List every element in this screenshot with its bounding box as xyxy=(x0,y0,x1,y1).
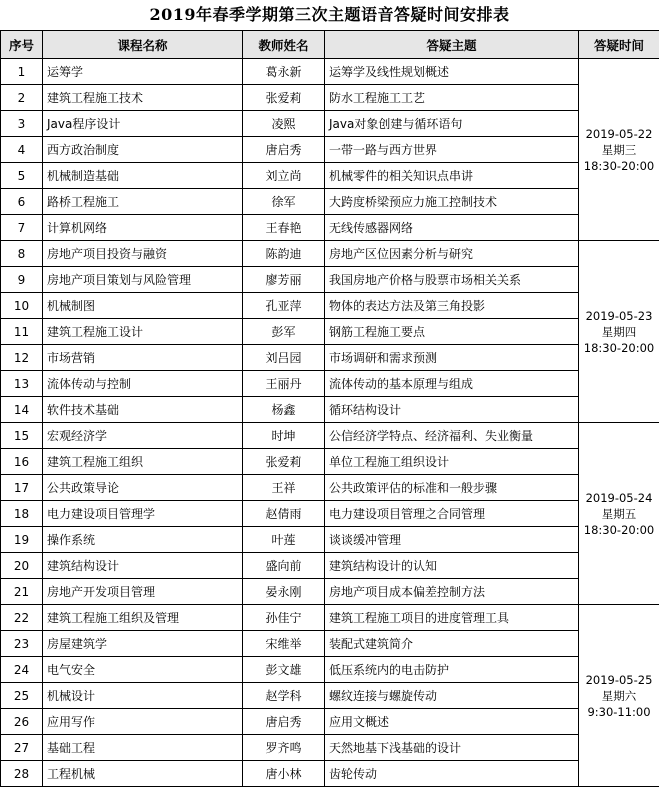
row-number: 9 xyxy=(1,267,43,293)
qa-topic: 物体的表达方法及第三角投影 xyxy=(325,293,579,319)
row-number: 4 xyxy=(1,137,43,163)
course-name: 工程机械 xyxy=(43,761,243,787)
teacher-name: 盛向前 xyxy=(243,553,325,579)
table-row xyxy=(1,475,659,501)
table-row xyxy=(1,397,659,423)
qa-time: 18:30-20:00 xyxy=(583,522,655,537)
qa-topic: 无线传感器网络 xyxy=(325,215,579,241)
table-row xyxy=(1,449,659,475)
qa-topic: 建筑工程施工项目的进度管理工具 xyxy=(325,605,579,631)
row-number: 25 xyxy=(1,683,43,709)
row-number: 20 xyxy=(1,553,43,579)
qa-topic: 天然地基下浅基础的设计 xyxy=(325,735,579,761)
table-row xyxy=(1,527,659,553)
course-name: 机械设计 xyxy=(43,683,243,709)
teacher-name: 王祥 xyxy=(243,475,325,501)
teacher-name: 唐启秀 xyxy=(243,137,325,163)
course-name: 建筑工程施工组织及管理 xyxy=(43,605,243,631)
course-name: 建筑工程施工技术 xyxy=(43,85,243,111)
header-teacher: 教师姓名 xyxy=(243,31,325,59)
row-number: 10 xyxy=(1,293,43,319)
course-name: Java程序设计 xyxy=(43,111,243,137)
row-number: 7 xyxy=(1,215,43,241)
row-number: 23 xyxy=(1,631,43,657)
qa-time: 18:30-20:00 xyxy=(583,340,655,355)
teacher-name: 唐小林 xyxy=(243,761,325,787)
table-row xyxy=(1,709,659,735)
qa-topic: 防水工程施工工艺 xyxy=(325,85,579,111)
teacher-name: 葛永新 xyxy=(243,59,325,85)
row-number: 19 xyxy=(1,527,43,553)
row-number: 3 xyxy=(1,111,43,137)
teacher-name: 张爱莉 xyxy=(243,449,325,475)
teacher-name: 赵学科 xyxy=(243,683,325,709)
qa-weekday: 星期三 xyxy=(601,142,637,157)
row-number: 11 xyxy=(1,319,43,345)
table-title: 2019年春季学期第三次主题语音答疑时间安排表 xyxy=(149,5,510,24)
course-name: 房地产项目投资与融资 xyxy=(43,241,243,267)
row-number: 6 xyxy=(1,189,43,215)
qa-topic: 应用文概述 xyxy=(325,709,579,735)
qa-time: 9:30-11:00 xyxy=(587,704,651,719)
teacher-name: 宋维举 xyxy=(243,631,325,657)
course-name: 宏观经济学 xyxy=(43,423,243,449)
teacher-name: 凌熙 xyxy=(243,111,325,137)
teacher-name: 彭文雄 xyxy=(243,657,325,683)
qa-topic: 循环结构设计 xyxy=(325,397,579,423)
qa-weekday: 星期五 xyxy=(601,506,637,521)
qa-topic: 一带一路与西方世界 xyxy=(325,137,579,163)
teacher-name: 张爱莉 xyxy=(243,85,325,111)
course-name: 计算机网络 xyxy=(43,215,243,241)
row-number: 13 xyxy=(1,371,43,397)
qa-date: 2019-05-23 xyxy=(585,308,653,323)
course-name: 电气安全 xyxy=(43,657,243,683)
row-number: 15 xyxy=(1,423,43,449)
course-name: 电力建设项目管理学 xyxy=(43,501,243,527)
qa-topic: 单位工程施工组织设计 xyxy=(325,449,579,475)
teacher-name: 王春艳 xyxy=(243,215,325,241)
qa-topic: 机械零件的相关知识点串讲 xyxy=(325,163,579,189)
qa-topic: 大跨度桥梁预应力施工控制技术 xyxy=(325,189,579,215)
qa-time-cell xyxy=(579,241,659,423)
qa-topic: 公信经济学特点、经济福利、失业衡量 xyxy=(325,423,579,449)
qa-topic: 齿轮传动 xyxy=(325,761,579,787)
course-name: 建筑工程施工组织 xyxy=(43,449,243,475)
qa-topic: 流体传动的基本原理与组成 xyxy=(325,371,579,397)
qa-topic: 公共政策评估的标准和一般步骤 xyxy=(325,475,579,501)
header-row xyxy=(1,31,659,59)
row-number: 21 xyxy=(1,579,43,605)
course-name: 机械制造基础 xyxy=(43,163,243,189)
table-row xyxy=(1,319,659,345)
qa-time-cell xyxy=(579,605,659,787)
course-name: 公共政策导论 xyxy=(43,475,243,501)
qa-weekday: 星期四 xyxy=(601,324,637,339)
qa-time-cell xyxy=(579,423,659,605)
course-name: 房地产开发项目管理 xyxy=(43,579,243,605)
course-name: 路桥工程施工 xyxy=(43,189,243,215)
qa-topic: 我国房地产价格与股票市场相关关系 xyxy=(325,267,579,293)
course-name: 西方政治制度 xyxy=(43,137,243,163)
teacher-name: 孔亚萍 xyxy=(243,293,325,319)
course-name: 操作系统 xyxy=(43,527,243,553)
table-row xyxy=(1,553,659,579)
table-row xyxy=(1,735,659,761)
table-row xyxy=(1,423,659,449)
schedule-table xyxy=(0,30,659,787)
teacher-name: 孙佳宁 xyxy=(243,605,325,631)
row-number: 26 xyxy=(1,709,43,735)
row-number: 18 xyxy=(1,501,43,527)
table-body xyxy=(1,59,659,787)
table-row xyxy=(1,267,659,293)
table-row xyxy=(1,241,659,267)
header-time: 答疑时间 xyxy=(579,31,659,59)
table-row xyxy=(1,85,659,111)
qa-topic: 谈谈缓冲管理 xyxy=(325,527,579,553)
teacher-name: 刘立尚 xyxy=(243,163,325,189)
course-name: 市场营销 xyxy=(43,345,243,371)
teacher-name: 彭军 xyxy=(243,319,325,345)
course-name: 流体传动与控制 xyxy=(43,371,243,397)
qa-topic: 房地产区位因素分析与研究 xyxy=(325,241,579,267)
teacher-name: 唐启秀 xyxy=(243,709,325,735)
teacher-name: 罗齐鸣 xyxy=(243,735,325,761)
course-name: 建筑结构设计 xyxy=(43,553,243,579)
row-number: 16 xyxy=(1,449,43,475)
table-row xyxy=(1,215,659,241)
table-row xyxy=(1,111,659,137)
header-course: 课程名称 xyxy=(43,31,243,59)
qa-topic: 电力建设项目管理之合同管理 xyxy=(325,501,579,527)
teacher-name: 王丽丹 xyxy=(243,371,325,397)
table-row xyxy=(1,345,659,371)
row-number: 5 xyxy=(1,163,43,189)
qa-topic: 螺纹连接与螺旋传动 xyxy=(325,683,579,709)
teacher-name: 叶莲 xyxy=(243,527,325,553)
qa-date: 2019-05-22 xyxy=(585,126,653,141)
qa-date: 2019-05-24 xyxy=(585,490,653,505)
teacher-name: 陈韵迪 xyxy=(243,241,325,267)
row-number: 28 xyxy=(1,761,43,787)
qa-topic: 房地产项目成本偏差控制方法 xyxy=(325,579,579,605)
teacher-name: 时坤 xyxy=(243,423,325,449)
qa-topic: 低压系统内的电击防护 xyxy=(325,657,579,683)
header-topic: 答疑主题 xyxy=(325,31,579,59)
teacher-name: 徐军 xyxy=(243,189,325,215)
row-number: 8 xyxy=(1,241,43,267)
row-number: 27 xyxy=(1,735,43,761)
qa-topic: 建筑结构设计的认知 xyxy=(325,553,579,579)
course-name: 房屋建筑学 xyxy=(43,631,243,657)
table-row xyxy=(1,605,659,631)
qa-topic: 钢筋工程施工要点 xyxy=(325,319,579,345)
qa-time: 18:30-20:00 xyxy=(583,158,655,173)
qa-time-cell xyxy=(579,59,659,241)
course-name: 运筹学 xyxy=(43,59,243,85)
teacher-name: 刘吕园 xyxy=(243,345,325,371)
table-row xyxy=(1,371,659,397)
teacher-name: 赵倩雨 xyxy=(243,501,325,527)
table-row xyxy=(1,761,659,787)
qa-weekday: 星期六 xyxy=(601,688,637,703)
table-row xyxy=(1,657,659,683)
table-row xyxy=(1,293,659,319)
qa-topic: 市场调研和需求预测 xyxy=(325,345,579,371)
table-row xyxy=(1,631,659,657)
qa-topic: Java对象创建与循环语句 xyxy=(325,111,579,137)
row-number: 12 xyxy=(1,345,43,371)
course-name: 机械制图 xyxy=(43,293,243,319)
header-no: 序号 xyxy=(1,31,43,59)
course-name: 基础工程 xyxy=(43,735,243,761)
row-number: 17 xyxy=(1,475,43,501)
qa-date: 2019-05-25 xyxy=(585,672,653,687)
teacher-name: 廖芳丽 xyxy=(243,267,325,293)
table-row xyxy=(1,59,659,85)
row-number: 2 xyxy=(1,85,43,111)
teacher-name: 晏永刚 xyxy=(243,579,325,605)
course-name: 应用写作 xyxy=(43,709,243,735)
qa-topic: 装配式建筑简介 xyxy=(325,631,579,657)
course-name: 软件技术基础 xyxy=(43,397,243,423)
row-number: 22 xyxy=(1,605,43,631)
table-row xyxy=(1,683,659,709)
course-name: 建筑工程施工设计 xyxy=(43,319,243,345)
row-number: 24 xyxy=(1,657,43,683)
table-row xyxy=(1,137,659,163)
table-row xyxy=(1,579,659,605)
row-number: 14 xyxy=(1,397,43,423)
row-number: 1 xyxy=(1,59,43,85)
table-row xyxy=(1,163,659,189)
table-row xyxy=(1,501,659,527)
teacher-name: 杨鑫 xyxy=(243,397,325,423)
course-name: 房地产项目策划与风险管理 xyxy=(43,267,243,293)
table-row xyxy=(1,189,659,215)
qa-topic: 运筹学及线性规划概述 xyxy=(325,59,579,85)
